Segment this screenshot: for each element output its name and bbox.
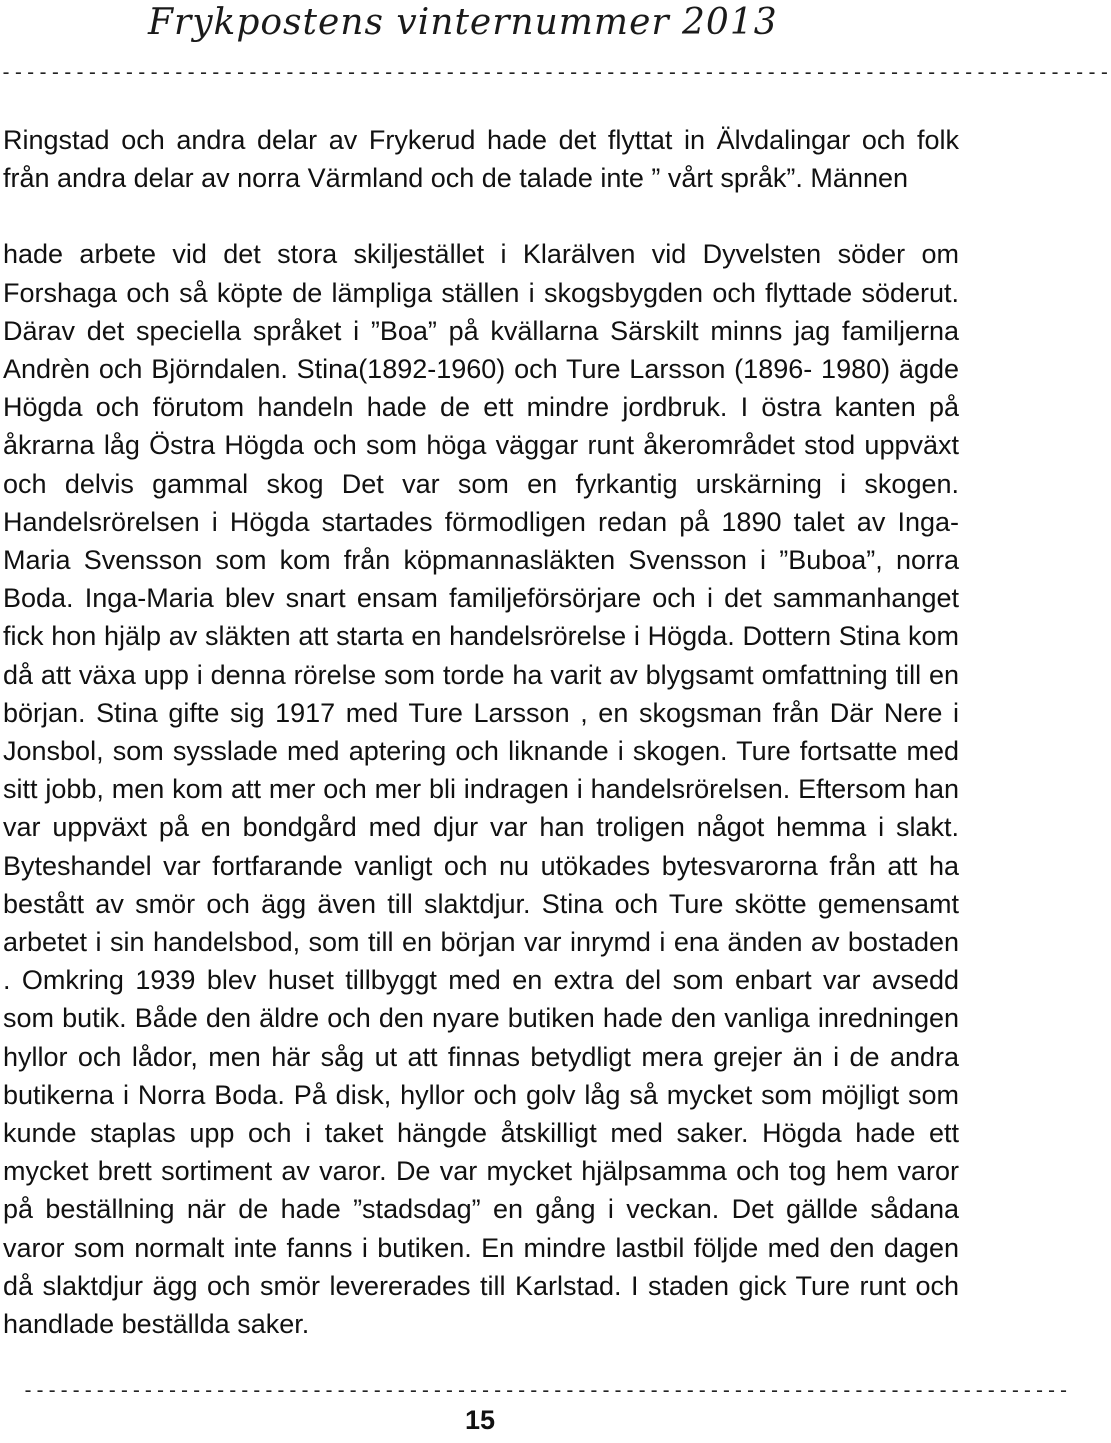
article-paragraph-2: hade arbete vid det stora skiljestället i Klarälven vid Dyvelsten söder om Forshaga och så köpte de lämpliga ställen i skogsbygden och flyttade söderut. Därav det speciella språket i ”Boa” på kvällarna Särskilt minns jag familjerna Andrèn och Björndalen. Stina(1892-1960) och Ture Larsson (1896- 1980) ägde Högda och förutom handeln hade de ett mindre jordbruk. I östra kanten på åkrarna låg Östra Högda och som höga väggar runt åkerområdet stod uppväxt och delvis gammal skog Det var som en fyrkantig urskärning i skogen. Handelsrörelsen i Högda startades förmodligen redan på 1890 talet av Inga-Maria Svensson som kom från köpmannasläkten Svensson i ”Buboa”, norra Boda. Inga-Maria blev snart ensam familjeförsörjare och i det sammanhanget fick hon hjälp av släkten att starta en handelsrörelse i Högda. Dottern Stina kom då att växa upp i denna rörelse som torde ha varit av blygsamt omfattning till en början. Stina gifte sig 1917 med Ture Larsson , en skogsman från Där Nere i Jonsbol, som sysslade med aptering och liknande i skogen. Ture fortsatte med sitt jobb, men kom att mer och mer bli indragen i handelsrörelsen. Eftersom han var uppväxt på en bondgård med djur var han troligen något hemma i slakt. Byteshandel var fortfarande vanligt och nu utökades bytesvarorna från att ha bestått av smör och ägg även till slaktdjur. Stina och Ture skötte gemensamt arbetet i sin handelsbod, som till en början var inrymd i ena änden av bostaden . Omkring 1939 blev huset tillbyggt med en extra del som enbart var avsedd som butik. Både den äldre och den nyare butiken hade den vanliga inredningen hyllor och lådor, men här såg ut att finnas betydligt mera grejer än i de andra butikerna i Norra Boda. På disk, hyllor och golv låg så mycket som möjligt som kunde staplas upp och i taket hängde åtskilligt med saker. Högda hade ett mycket brett sortiment av varor. De var mycket hjälpsamma och tog hem varor på beställning när de hade ”stadsdag” en gång i veckan. Det gällde sådana varor som normalt inte fanns i butiken. En mindre lastbil följde med den dagen då slaktdjur ägg och smör levererades till Karlstad. I staden gick Ture runt och handlade beställda saker.	[3, 239, 959, 1340]
article-paragraph-1: Ringstad och andra delar av Frykerud hade det flyttat in Älvdalingar och folk från andra delar av norra Värmland och de talade inte ” vårt språk”. Männen	[3, 125, 959, 194]
page-number: 15	[464, 1405, 496, 1435]
footer-dashed-rule: ---------------------------------------------------------------------------------------	[22, 1378, 1070, 1402]
paragraph-spacer	[3, 197, 959, 235]
article-body	[3, 121, 959, 1343]
newsletter-title: Frykpostens vinternummer 2013	[148, 2, 778, 43]
header-dashed-rule: ------------------------------------------------------------------------------------------	[0, 60, 1111, 84]
